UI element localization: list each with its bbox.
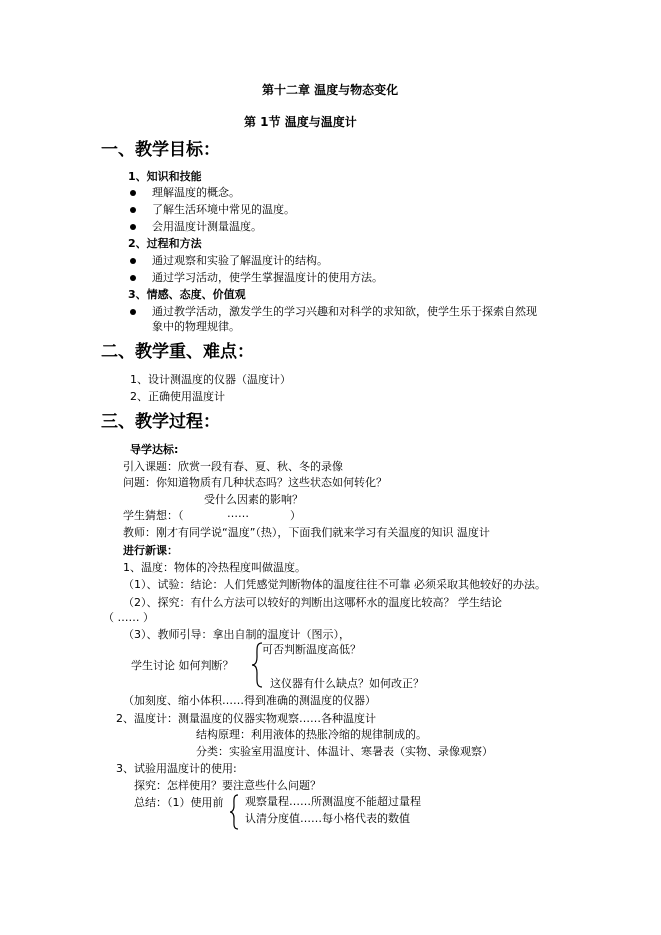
chapter-title: 第十二章 温度与物态变化	[262, 83, 399, 97]
heading-objectives: 一、教学目标：	[101, 140, 220, 160]
bullet-icon	[130, 207, 136, 213]
guide-title: 导学达标:	[130, 443, 179, 456]
principle-line: 结构原理：利用液体的热胀冷缩的规律制成的。	[196, 728, 427, 741]
discuss-question: 这仪器有什么缺点？如何改正？	[270, 677, 424, 690]
left-brace-icon	[228, 793, 240, 831]
point-1: 1、温度：物体的冷热程度叫做温度。	[123, 561, 306, 574]
objective-1-item: 理解温度的概念。	[152, 186, 240, 199]
objective-1-title: 1、知识和技能	[128, 170, 202, 183]
bullet-icon	[130, 190, 136, 196]
point-2: 2、温度计：测量温度的仪器实物观察……各种温度计	[116, 712, 376, 725]
teacher-intro: 教师：刚才有同学说“温度”（热），下面我们就来学习有关温度的知识 温度计	[123, 526, 490, 539]
question-line: 问题：你知道物质有几种状态吗？这些状态如何转化？	[123, 476, 387, 489]
question-line: 受什么因素的影响？	[204, 493, 303, 506]
objective-3-title: 3、情感、态度、价值观	[128, 288, 246, 301]
summary-item: 观察量程……所测温度不能超过量程	[245, 795, 421, 808]
objective-1-item: 会用温度计测量温度。	[152, 220, 262, 233]
bullet-icon	[130, 224, 136, 230]
classify-line: 分类：实验室用温度计、体温计、寒暑表（实物、录像观察）	[196, 745, 493, 758]
key-point: 2、正确使用温度计	[130, 390, 225, 403]
point-3: 3、试验用温度计的使用:	[116, 762, 237, 775]
improve-line: （加刻度、缩小体积……得到准确的测温度的仪器）	[123, 694, 376, 707]
discuss-label: 学生讨论 如何判断？	[131, 659, 234, 672]
intro-line: 引入课题：欣赏一段有春、夏、秋、冬的录像	[123, 460, 343, 473]
objective-3-item-line: 通过教学活动，激发学生的学习兴趣和对科学的求知欲，使学生乐于探索自然现	[152, 305, 537, 318]
objective-2-item: 通过学习活动，使学生掌握温度计的使用方法。	[152, 271, 383, 284]
point-1-3: （3）、教师引导：拿出自制的温度计（图示），	[123, 628, 350, 641]
summary-label: 总结：（1）使用前	[134, 796, 224, 809]
guess-dots: ……	[227, 507, 249, 520]
objective-3-item-line: 象中的物理规律。	[152, 320, 240, 333]
key-point: 1、设计测温度的仪器（温度计）	[130, 373, 291, 386]
point-1-2-cont: （ …… ）	[103, 611, 154, 624]
heading-key-points: 二、教学重、难点：	[101, 342, 254, 362]
guess-label: 学生猜想：（	[123, 509, 184, 522]
guess-close: ）	[290, 509, 301, 522]
new-lesson-title: 进行新课：	[123, 544, 178, 557]
objective-2-item: 通过观察和实验了解温度计的结构。	[152, 254, 328, 267]
bullet-icon	[130, 258, 136, 264]
point-1-1: （1）、试验：结论：人们凭感觉判断物体的温度往往不可靠 必须采取其他较好的办法。	[123, 578, 546, 591]
discuss-question: 可否判断温度高低？	[262, 643, 361, 656]
bullet-icon	[130, 309, 136, 315]
point-1-2: （2）、探究：有什么方法可以较好的判断出这哪杯水的温度比较高？ 学生结论	[123, 596, 502, 609]
explore-line: 探究：怎样使用？要注意些什么问题？	[134, 779, 321, 792]
summary-item: 认清分度值……每小格代表的数值	[245, 812, 410, 825]
objective-1-item: 了解生活环境中常见的温度。	[152, 203, 295, 216]
section-title: 第 1节 温度与温度计	[244, 115, 357, 129]
bullet-icon	[130, 275, 136, 281]
objective-2-title: 2、过程和方法	[128, 237, 202, 250]
heading-process: 三、教学过程：	[101, 412, 220, 432]
